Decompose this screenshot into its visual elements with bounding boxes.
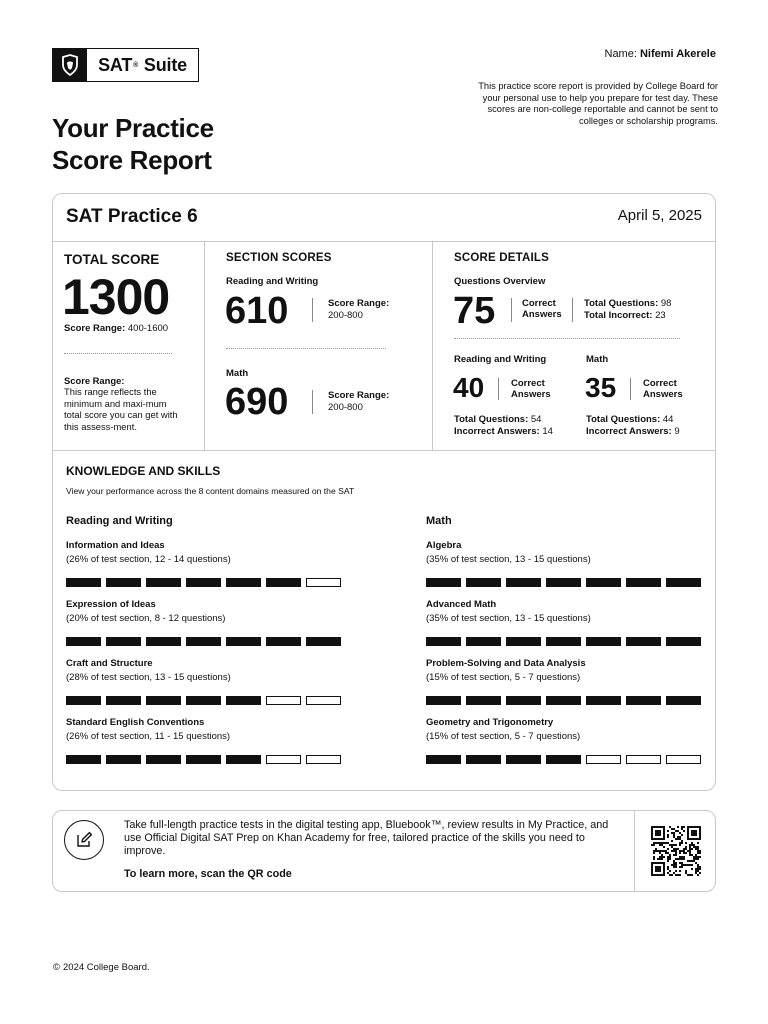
bar-segment-filled: [666, 578, 701, 587]
bar-segment-filled: [106, 755, 141, 764]
bar-segment-filled: [546, 755, 581, 764]
test-date: April 5, 2025: [617, 207, 702, 224]
details-math-separator: [630, 378, 631, 400]
overall-correct-count: 75: [453, 290, 496, 332]
section-scores-label: SECTION SCORES: [226, 252, 332, 264]
bar-segment-empty: [306, 578, 341, 587]
bar-segment-filled: [146, 578, 181, 587]
card-divider: [53, 241, 715, 242]
domain-detail: (35% of test section, 13 - 15 questions): [426, 554, 591, 565]
footer: [53, 962, 150, 973]
performance-bar: [426, 578, 701, 587]
section-rw-range-label: Score Range:: [328, 298, 390, 309]
knowledge-skills-label: KNOWLEDGE AND SKILLS: [66, 464, 221, 478]
bar-segment-filled: [466, 578, 501, 587]
bar-segment-filled: [186, 637, 221, 646]
bar-segment-filled: [186, 755, 221, 764]
section-math-separator: [312, 390, 313, 414]
bar-segment-filled: [506, 755, 541, 764]
section-math-range-label: Score Range:: [328, 390, 390, 401]
bar-segment-filled: [266, 578, 301, 587]
total-incorrect-value: 23: [655, 309, 666, 321]
bar-segment-filled: [106, 637, 141, 646]
section-rw-range: [328, 298, 389, 322]
range-note-label: Score Range:: [64, 375, 125, 386]
bar-segment-filled: [226, 696, 261, 705]
section-rw-name: Reading and Writing: [226, 276, 319, 287]
details-dotted-divider: [454, 338, 680, 339]
range-note-text: This range reflects the minimum and maxi-mum total score you can get with this assess-ment.: [64, 386, 178, 432]
bar-segment-empty: [266, 755, 301, 764]
details-rw-correct-label: Correct Answers: [511, 378, 551, 400]
bar-segment-filled: [506, 637, 541, 646]
bar-segment-empty: [586, 755, 621, 764]
section-math-score: 690: [225, 381, 289, 423]
bar-segment-filled: [66, 696, 101, 705]
bar-segment-empty: [666, 755, 701, 764]
bar-segment-filled: [626, 578, 661, 587]
name-label: Name:: [604, 48, 637, 60]
bar-segment-filled: [66, 578, 101, 587]
bar-segment-empty: [306, 755, 341, 764]
performance-bar: [426, 755, 701, 764]
performance-bar: [66, 637, 341, 646]
domain-detail: (26% of test section, 12 - 14 questions): [66, 554, 231, 565]
domain-detail: (35% of test section, 13 - 15 questions): [426, 613, 591, 624]
total-score-range: [64, 323, 168, 334]
promo-divider: [634, 811, 635, 891]
qr-code-icon[interactable]: [651, 826, 701, 876]
column-divider-1: [204, 241, 205, 450]
bar-segment-filled: [626, 637, 661, 646]
domain-name: Problem-Solving and Data Analysis: [426, 658, 586, 669]
performance-bar: [66, 696, 341, 705]
bar-segment-filled: [546, 637, 581, 646]
disclaimer-text: This practice score report is provided by College Board for your personal use to help you prepare for test day. These scores are non-college reportable and cannot be sent to colleges or scholarship programs.: [478, 81, 718, 126]
domain-detail: (15% of test section, 5 - 7 questions): [426, 731, 581, 742]
footer-text: 2024 College Board.: [63, 962, 150, 973]
bar-segment-empty: [266, 696, 301, 705]
bar-segment-filled: [466, 696, 501, 705]
bar-segment-filled: [66, 637, 101, 646]
bar-segment-filled: [546, 696, 581, 705]
bar-segment-filled: [146, 637, 181, 646]
logo-sat-text: SAT: [98, 54, 133, 75]
page-title: [52, 112, 214, 176]
total-questions-value: 98: [660, 298, 672, 309]
details-math-totals: Total Questions: 44 Incorrect Answers: 9: [586, 414, 680, 437]
bar-segment-filled: [146, 755, 181, 764]
performance-bar: [66, 578, 341, 587]
range-note: [64, 375, 182, 432]
bar-segment-filled: [226, 578, 261, 587]
pencil-edit-icon: [64, 820, 104, 860]
bar-segment-filled: [546, 578, 581, 587]
domain-name: Craft and Structure: [66, 658, 153, 669]
domain-name: Expression of Ideas: [66, 599, 156, 610]
bar-segment-filled: [506, 696, 541, 705]
copyright-icon: ©: [53, 962, 60, 973]
domain-name: Standard English Conventions: [66, 717, 205, 728]
page-title-line2: Score Report: [52, 145, 212, 175]
sat-suite-logo: SAT ® Suite: [52, 48, 199, 82]
total-incorrect-label: Total Incorrect:: [584, 309, 653, 321]
details-rw-separator: [498, 378, 499, 400]
total-score-label: TOTAL SCORE: [64, 252, 160, 267]
logo-suite-text: Suite: [143, 54, 187, 75]
domain-detail: (26% of test section, 11 - 15 questions): [66, 731, 231, 742]
bar-segment-filled: [626, 696, 661, 705]
performance-bar: [426, 696, 701, 705]
bar-segment-filled: [666, 696, 701, 705]
bar-segment-filled: [466, 755, 501, 764]
bar-segment-filled: [306, 637, 341, 646]
bar-segment-filled: [586, 637, 621, 646]
total-range-value: 400-1600: [127, 323, 169, 334]
bar-segment-filled: [426, 578, 461, 587]
overall-correct-label: Correct Answers: [522, 298, 562, 320]
domain-name: Advanced Math: [426, 599, 497, 610]
total-questions-label: Total Questions:: [584, 298, 659, 309]
total-dotted-divider: [64, 353, 172, 354]
bar-segment-filled: [506, 578, 541, 587]
scores-divider: [53, 450, 715, 451]
section-rw-score: 610: [225, 290, 289, 332]
domain-name: Geometry and Trigonometry: [426, 717, 554, 728]
bar-segment-filled: [186, 578, 221, 587]
total-score-value: 1300: [62, 269, 170, 325]
bar-segment-filled: [226, 755, 261, 764]
student-name-line: [605, 48, 717, 60]
overall-totals: [584, 298, 671, 321]
ks-column-heading: Reading and Writing: [66, 515, 173, 527]
bar-segment-filled: [186, 696, 221, 705]
bar-segment-empty: [306, 696, 341, 705]
bar-segment-filled: [586, 578, 621, 587]
details-rw-totals: Total Questions: 54 Incorrect Answers: 14: [454, 414, 553, 437]
overview-separator-1: [511, 298, 512, 322]
ks-column-heading: Math: [426, 515, 452, 527]
bar-segment-filled: [426, 637, 461, 646]
overview-separator-2: [572, 298, 573, 322]
section-dotted-divider: [226, 348, 386, 349]
domain-detail: (15% of test section, 5 - 7 questions): [426, 672, 581, 683]
bar-segment-filled: [226, 637, 261, 646]
details-rw-name: Reading and Writing: [454, 354, 547, 365]
knowledge-skills-description: View your performance across the 8 content domains measured on the SAT: [66, 486, 355, 496]
performance-bar: [66, 755, 341, 764]
section-math-name: Math: [226, 368, 249, 379]
bar-segment-filled: [266, 637, 301, 646]
section-math-range-value: 200-800: [328, 402, 363, 413]
bar-segment-filled: [106, 578, 141, 587]
questions-overview-label: Questions Overview: [454, 276, 546, 287]
page-title-line1: Your Practice: [52, 113, 214, 143]
bar-segment-filled: [106, 696, 141, 705]
bar-segment-filled: [66, 755, 101, 764]
bar-segment-filled: [586, 696, 621, 705]
section-rw-separator: [312, 298, 313, 322]
section-math-range: [328, 390, 389, 414]
section-rw-range-value: 200-800: [328, 310, 363, 321]
bar-segment-empty: [626, 755, 661, 764]
promo-text: Take full-length practice tests in the digital testing app, Bluebook™, review results in My Practice, and use Official Digital SAT Prep on Khan Academy for free, tailored practice of the skills you need to improve.: [124, 819, 609, 857]
score-details-label: SCORE DETAILS: [454, 252, 550, 264]
domain-name: Algebra: [426, 540, 462, 551]
bar-segment-filled: [666, 637, 701, 646]
details-rw-correct: 40: [453, 372, 485, 403]
total-range-label: Score Range:: [64, 323, 126, 334]
test-name: SAT Practice 6: [66, 206, 198, 227]
acorn-shield-icon: [53, 49, 87, 81]
bar-segment-filled: [426, 755, 461, 764]
column-divider-2: [432, 241, 433, 450]
details-math-name: Math: [586, 354, 609, 365]
promo-cta: To learn more, scan the QR code: [124, 868, 292, 880]
bar-segment-filled: [146, 696, 181, 705]
student-name: Nifemi Akerele: [639, 48, 716, 60]
domain-detail: (28% of test section, 13 - 15 questions): [66, 672, 231, 683]
performance-bar: [426, 637, 701, 646]
bar-segment-filled: [426, 696, 461, 705]
details-math-correct: 35: [585, 372, 617, 403]
domain-detail: (20% of test section, 8 - 12 questions): [66, 613, 226, 624]
details-math-correct-label: Correct Answers: [643, 378, 683, 400]
domain-name: Information and Ideas: [66, 540, 165, 551]
bar-segment-filled: [466, 637, 501, 646]
